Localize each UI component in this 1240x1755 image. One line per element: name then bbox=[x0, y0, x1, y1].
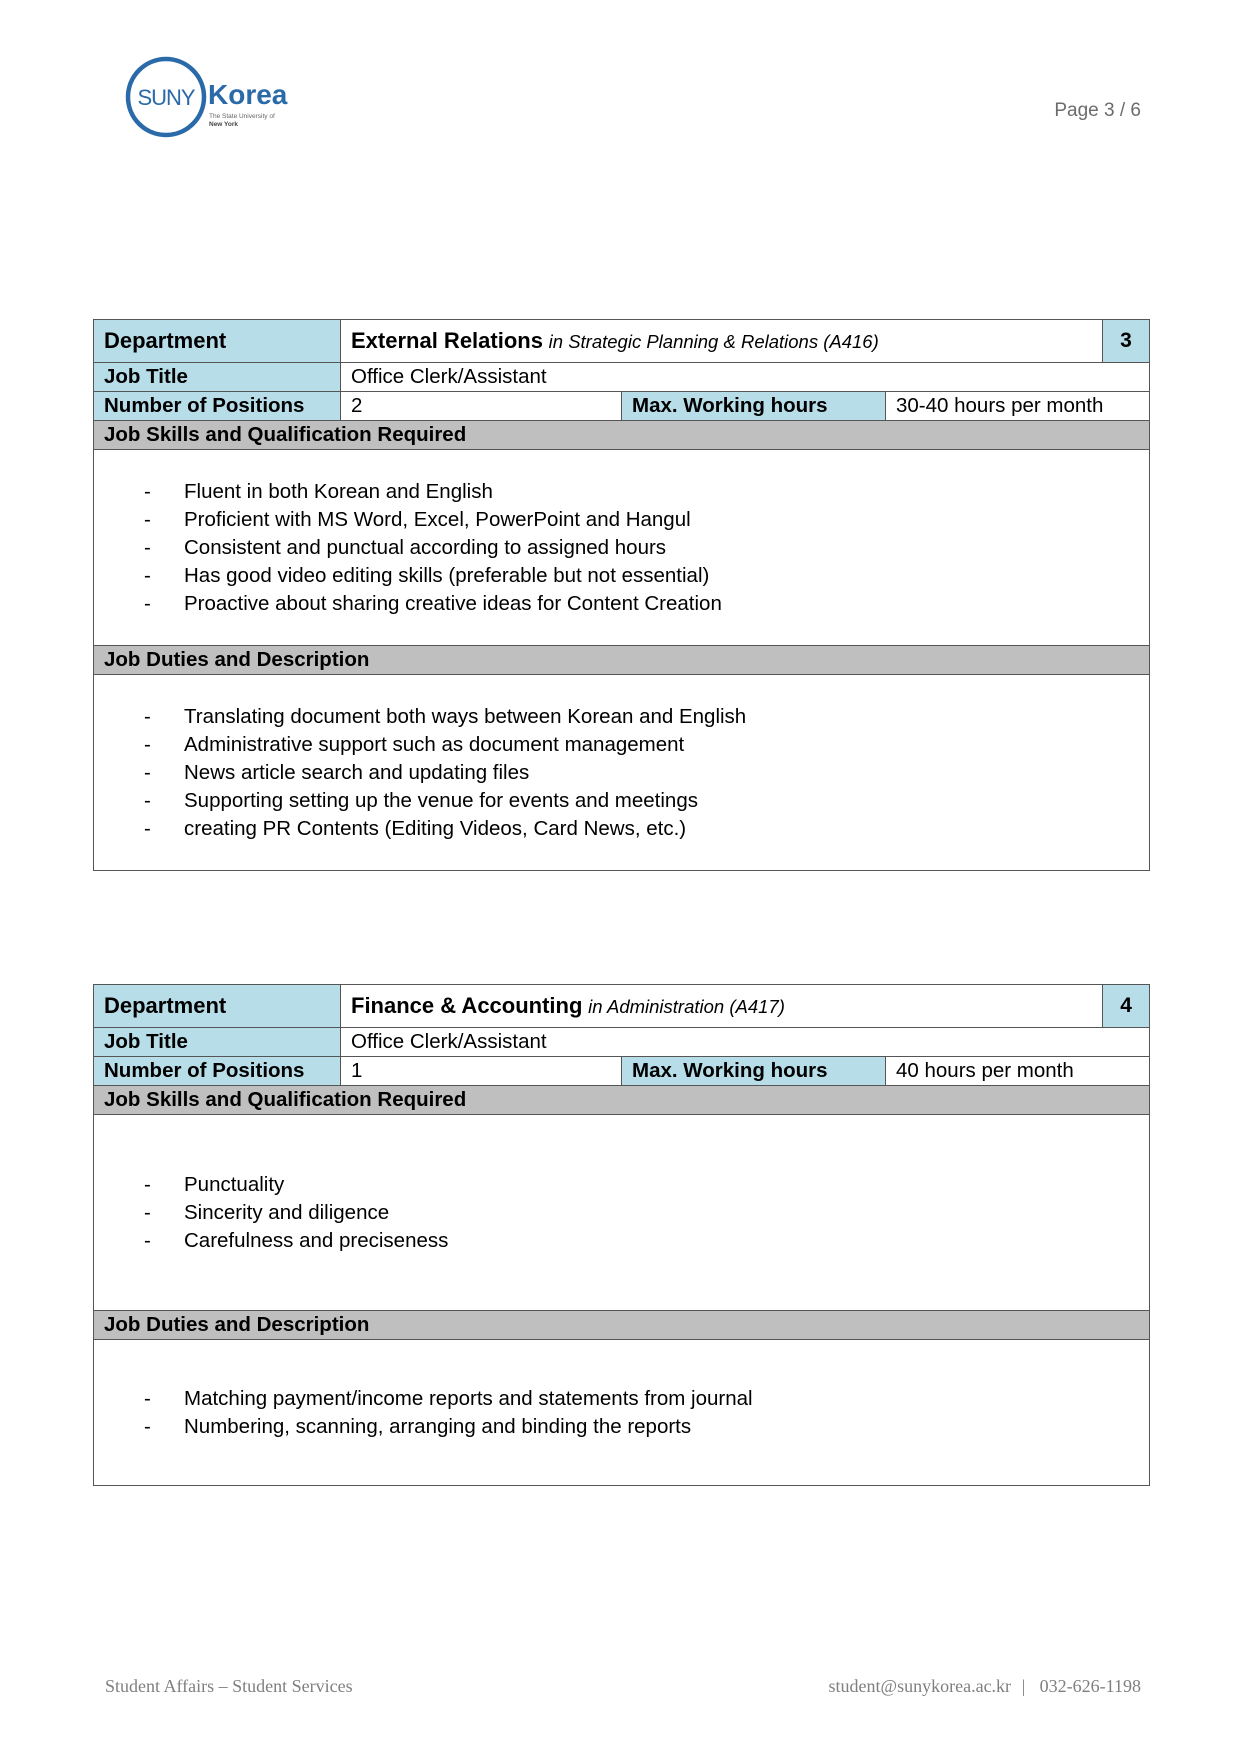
department-parent: in Strategic Planning & Relations (A416) bbox=[548, 331, 879, 352]
list-item: - Numbering, scanning, arranging and binding the reports bbox=[144, 1413, 1139, 1441]
footer-department: Student Affairs – Student Services bbox=[105, 1676, 353, 1696]
skills-row bbox=[94, 1115, 1150, 1311]
positions-label: Number of Positions bbox=[94, 392, 341, 421]
hours-value: 40 hours per month bbox=[886, 1057, 1150, 1086]
job-title-row bbox=[94, 1028, 1150, 1057]
skills-header: Job Skills and Qualification Required bbox=[94, 421, 1150, 450]
duties-header-row bbox=[94, 1311, 1150, 1340]
job-title-row bbox=[94, 363, 1150, 392]
duties-header-row bbox=[94, 646, 1150, 675]
list-item: - Supporting setting up the venue for events and meetings bbox=[144, 787, 1139, 815]
list-item: - News article search and updating files bbox=[144, 759, 1139, 787]
suny-korea-logo bbox=[124, 54, 304, 144]
department-label: Department bbox=[94, 320, 341, 363]
hours-value: 30-40 hours per month bbox=[886, 392, 1150, 421]
job-title-label: Job Title bbox=[94, 363, 341, 392]
department-label: Department bbox=[94, 985, 341, 1028]
skills-header-row bbox=[94, 421, 1150, 450]
skills-cell bbox=[94, 1115, 1150, 1311]
skills-row bbox=[94, 450, 1150, 646]
positions-row bbox=[94, 392, 1150, 421]
skills-list bbox=[104, 478, 1139, 618]
duties-cell bbox=[94, 1340, 1150, 1486]
list-item: - creating PR Contents (Editing Videos, Card News, etc.) bbox=[144, 815, 1139, 843]
job-title-value: Office Clerk/Assistant bbox=[341, 363, 1150, 392]
job-table-finance-accounting bbox=[93, 984, 1150, 1486]
logo-name: Korea bbox=[208, 79, 288, 110]
page-number: Page 3 / 6 bbox=[1054, 100, 1141, 121]
logo-tagline-2: New York bbox=[209, 121, 239, 128]
department-row bbox=[94, 985, 1150, 1028]
table-number: 4 bbox=[1103, 985, 1150, 1028]
list-item: - Fluent in both Korean and English bbox=[144, 478, 1139, 506]
skills-header-row bbox=[94, 1086, 1150, 1115]
skills-list bbox=[104, 1171, 1139, 1255]
job-title-value: Office Clerk/Assistant bbox=[341, 1028, 1150, 1057]
logo-mark: SUNY bbox=[137, 85, 195, 110]
list-item: - Carefulness and preciseness bbox=[144, 1227, 1139, 1255]
department-name: External Relations bbox=[351, 328, 543, 353]
department-value bbox=[341, 985, 1103, 1028]
duties-cell bbox=[94, 675, 1150, 871]
list-item: - Proactive about sharing creative ideas for Content Creation bbox=[144, 590, 1139, 618]
footer-email: student@sunykorea.ac.kr bbox=[828, 1676, 1012, 1696]
hours-label: Max. Working hours bbox=[622, 392, 886, 421]
table-number: 3 bbox=[1103, 320, 1150, 363]
duties-list bbox=[104, 703, 1139, 843]
footer-separator: | bbox=[1021, 1676, 1026, 1696]
department-row bbox=[94, 320, 1150, 363]
list-item: - Administrative support such as document management bbox=[144, 731, 1139, 759]
logo-tagline-1: The State University of bbox=[209, 113, 275, 120]
job-title-label: Job Title bbox=[94, 1028, 341, 1057]
list-item: - Translating document both ways between Korean and English bbox=[144, 703, 1139, 731]
duties-row bbox=[94, 1340, 1150, 1486]
department-parent: in Administration (A417) bbox=[588, 996, 785, 1017]
positions-label: Number of Positions bbox=[94, 1057, 341, 1086]
list-item: - Sincerity and diligence bbox=[144, 1199, 1139, 1227]
positions-value: 2 bbox=[341, 392, 622, 421]
positions-row bbox=[94, 1057, 1150, 1086]
list-item: - Consistent and punctual according to assigned hours bbox=[144, 534, 1139, 562]
department-value bbox=[341, 320, 1103, 363]
list-item: - Proficient with MS Word, Excel, PowerPoint and Hangul bbox=[144, 506, 1139, 534]
list-item: - Punctuality bbox=[144, 1171, 1139, 1199]
duties-header: Job Duties and Description bbox=[94, 1311, 1150, 1340]
list-item: - Matching payment/income reports and statements from journal bbox=[144, 1385, 1139, 1413]
hours-label: Max. Working hours bbox=[622, 1057, 886, 1086]
department-name: Finance & Accounting bbox=[351, 993, 583, 1018]
skills-header: Job Skills and Qualification Required bbox=[94, 1086, 1150, 1115]
skills-cell bbox=[94, 450, 1150, 646]
duties-header: Job Duties and Description bbox=[94, 646, 1150, 675]
duties-row bbox=[94, 675, 1150, 871]
footer-phone: 032-626-1198 bbox=[1039, 1676, 1141, 1696]
positions-value: 1 bbox=[341, 1057, 622, 1086]
duties-list bbox=[104, 1385, 1139, 1441]
job-table-external-relations bbox=[93, 319, 1150, 871]
list-item: - Has good video editing skills (preferable but not essential) bbox=[144, 562, 1139, 590]
footer-contact bbox=[829, 1676, 1141, 1697]
